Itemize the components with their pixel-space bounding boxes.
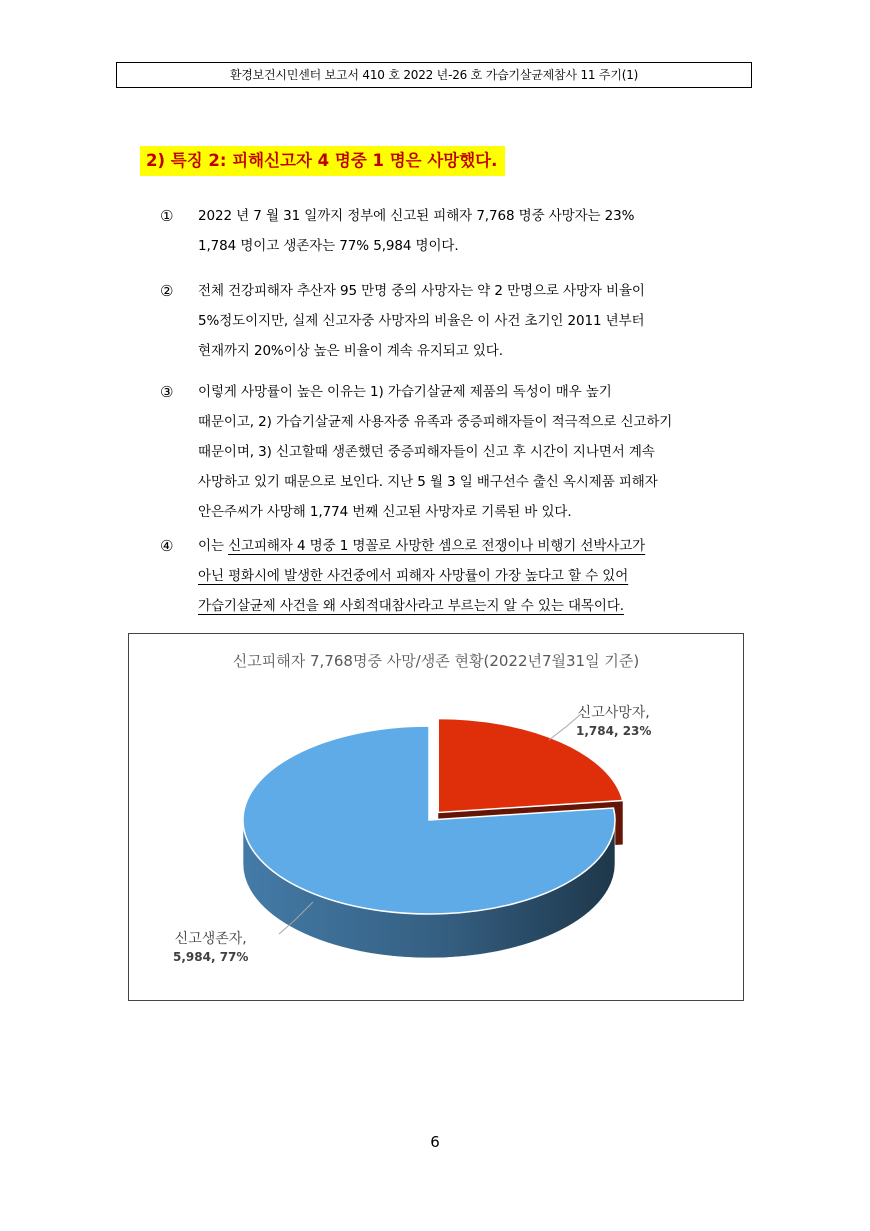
text-line <box>198 591 778 621</box>
text-line: 안은주씨가 사망해 1,774 번째 신고된 사망자로 기록된 바 있다. <box>198 504 572 520</box>
underlined-text: 아닌 평화시에 발생한 사건중에서 피해자 사망률이 가장 높다고 할 수 있어 <box>198 568 629 584</box>
label-name: 신고생존자, <box>174 931 247 947</box>
text-line: 때문이고, 2) 가습기살균제 사용자중 유족과 중증피해자들이 적극적으로 신고하기 <box>198 414 673 430</box>
item-marker: ① <box>160 207 174 225</box>
item-text <box>198 201 778 261</box>
section-title: 2) 특징 2: 피해신고자 4 명중 1 명은 사망했다. <box>140 146 505 176</box>
text-line: 1,784 명이고 생존자는 77% 5,984 명이다. <box>198 238 459 254</box>
item-marker: ④ <box>160 537 174 555</box>
text-line: 사망하고 있기 때문으로 보인다. 지난 5 월 3 일 배구선수 출신 옥시제품 피해자 <box>198 474 658 490</box>
underlined-text: 신고피해자 4 명중 1 명꼴로 사망한 셈으로 전쟁이나 비행기 선박사고가 <box>228 538 646 554</box>
text-line: 2022 년 7 월 31 일까지 정부에 신고된 피해자 7,768 명중 사망자는 23% <box>198 208 635 224</box>
item-text <box>198 531 778 621</box>
item-marker: ② <box>160 282 174 300</box>
chart-title: 신고피해자 7,768명중 사망/생존 현황(2022년7월31일 기준) <box>232 652 640 670</box>
label-detail: 1,784, 23% <box>576 724 652 738</box>
text-line: 전체 건강피해자 추산자 95 만명 중의 사망자는 약 2 만명으로 사망자 비율이 <box>198 283 645 299</box>
pie-chart-container <box>128 633 744 1001</box>
text-line: 현재까지 20%이상 높은 비율이 계속 유지되고 있다. <box>198 343 503 359</box>
underlined-text: 가습기살균제 사건을 왜 사회적대참사라고 부르는지 알 수 있는 대목이다. <box>198 598 624 614</box>
text-prefix: 이는 <box>198 538 229 554</box>
item-text <box>198 276 778 366</box>
item-text <box>198 377 778 527</box>
text-line: 5%정도이지만, 실제 신고자중 사망자의 비율은 이 사건 초기인 2011 년부터 <box>198 313 645 329</box>
label-deceased <box>576 704 651 740</box>
text-line <box>198 531 778 561</box>
text-line <box>198 561 778 591</box>
text-line: 때문이며, 3) 신고할때 생존했던 중증피해자들이 신고 후 시간이 지나면서 계속 <box>198 444 655 460</box>
report-header: 환경보건시민센터 보고서 410 호 2022 년-26 호 가습기살균제참사 11 주기(1) <box>116 62 752 88</box>
label-detail: 5,984, 77% <box>173 950 249 964</box>
page-number: 6 <box>430 1133 440 1151</box>
label-survivor <box>173 930 248 966</box>
item-marker: ③ <box>160 383 174 401</box>
text-line: 이렇게 사망률이 높은 이유는 1) 가습기살균제 제품의 독성이 매우 높기 <box>198 384 612 400</box>
label-name: 신고사망자, <box>577 705 650 721</box>
